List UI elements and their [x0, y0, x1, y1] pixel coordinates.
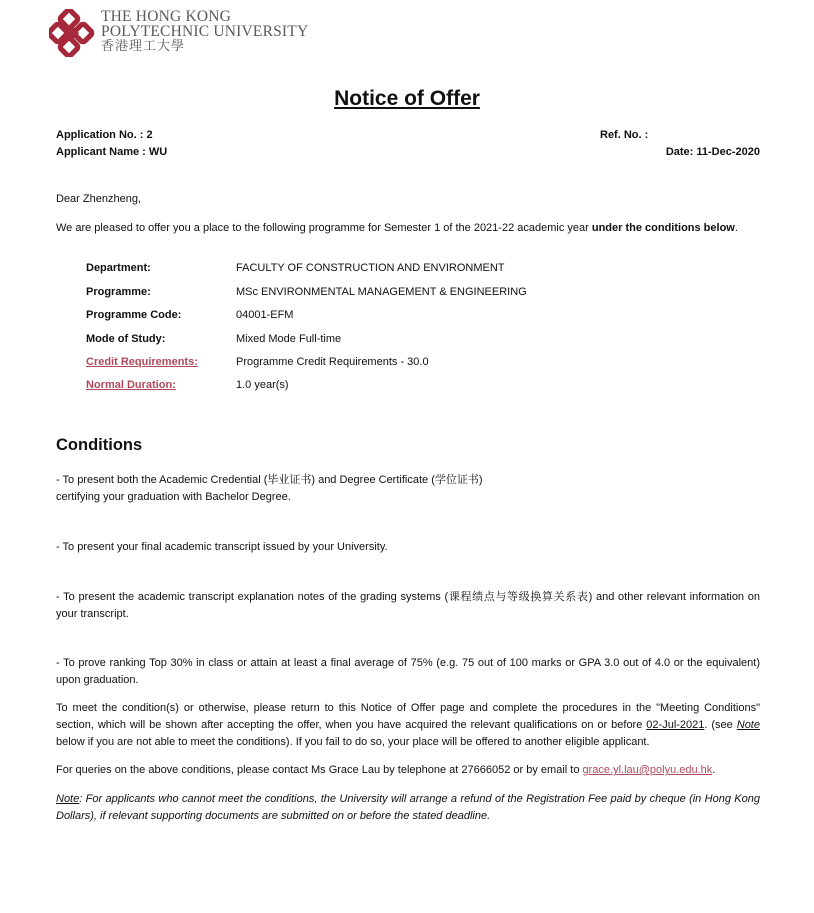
greeting: Dear Zhenzheng,	[56, 193, 141, 205]
note-reference: Note	[736, 719, 760, 731]
condition-item: - To present the academic transcript explanation notes of the grading systems (课程绩点与等级换算关系表) and other relevant information on your transcript.	[56, 591, 760, 620]
meeting-text-2: . (see	[704, 719, 737, 731]
intro-end: .	[734, 222, 738, 234]
condition-item: - To present your final academic transcript issued by your University.	[56, 541, 388, 553]
note-paragraph	[56, 791, 760, 825]
offer-date: Date: 11-Dec-2020	[665, 146, 760, 158]
condition-item: - To present both the Academic Credential (毕业证书) and Degree Certificate (学位证书) certifying your graduation with Bachelor Degree.	[56, 474, 483, 503]
mode-of-study-value: Mixed Mode Full-time	[236, 333, 342, 345]
normal-duration-value: 1.0 year(s)	[236, 379, 289, 391]
intro-conditions-emphasis: under the conditions below	[591, 222, 735, 234]
meeting-text-1: To meet the condition(s) or otherwise, please return to this Notice of Offer page and complete the procedures in the "Meeting Conditions" section, which will be shown after accepting the offer, when you have acquired the relevant qualifications on or before	[56, 702, 760, 731]
queries-paragraph	[56, 762, 760, 779]
intro-text: We are pleased to offer you a place to the following programme for Semester 1 of the 2021-22 academic year	[56, 222, 592, 234]
programme-label: Programme:	[86, 286, 151, 298]
credit-requirements-value: Programme Credit Requirements - 30.0	[236, 356, 429, 368]
condition-item: - To prove ranking Top 30% in class or attain at least a final average of 75% (e.g. 75 out of 100 marks or GPA 3.0 out of 4.0 or the equivalent) upon graduation.	[56, 657, 760, 686]
page-title: Notice of Offer	[334, 87, 480, 110]
application-number: Application No. : 2	[56, 129, 153, 141]
meeting-text-3: below if you are not able to meet the conditions). If you fail to do so, your place will be offered to another eligible applicant.	[56, 736, 650, 748]
department-value: FACULTY OF CONSTRUCTION AND ENVIRONMENT	[236, 262, 505, 274]
reference-number: Ref. No. :	[600, 129, 649, 141]
mode-of-study-label: Mode of Study:	[86, 333, 166, 345]
applicant-name: Applicant Name : WU	[56, 146, 168, 158]
meeting-conditions-paragraph	[56, 700, 760, 751]
note-label: Note	[56, 793, 80, 805]
credit-requirements-link[interactable]: Credit Requirements:	[86, 356, 198, 368]
intro-paragraph	[56, 220, 760, 237]
programme-code-value: 04001-EFM	[236, 309, 294, 321]
programme-code-label: Programme Code:	[86, 309, 182, 321]
contact-email-link[interactable]: grace.yl.lau@polyu.edu.hk	[582, 764, 713, 776]
conditions-heading: Conditions	[56, 436, 143, 454]
logo-text-line1: THE HONG KONG	[101, 8, 232, 25]
note-text: : For applicants who cannot meet the conditions, the University will arrange a refund of the Registration Fee paid by cheque (in Hong Kong Dollars), if relevant supporting documents are submitted on or before the stated deadline.	[56, 793, 760, 822]
polyu-logo-icon	[49, 9, 97, 57]
deadline-date: 02-Jul-2021	[646, 719, 705, 731]
logo-text-line2: POLYTECHNIC UNIVERSITY	[101, 23, 309, 40]
queries-end: .	[712, 764, 716, 776]
department-label: Department:	[86, 262, 151, 274]
queries-text: For queries on the above conditions, please contact Ms Grace Lau by telephone at 27666052 or by email to	[56, 764, 583, 776]
logo-text-chinese: 香港理工大學	[101, 38, 186, 53]
programme-value: MSc ENVIRONMENTAL MANAGEMENT & ENGINEERING	[236, 286, 527, 298]
normal-duration-link[interactable]: Normal Duration:	[86, 379, 176, 391]
